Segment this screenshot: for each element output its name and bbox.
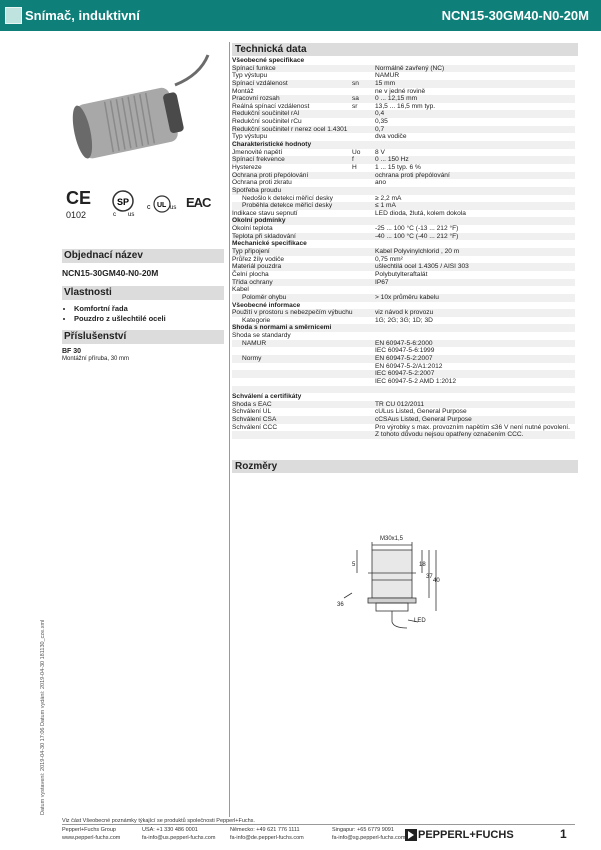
csa-us-icon: [110, 188, 136, 218]
tech-label: Typ připojení: [232, 248, 270, 256]
tech-row: [232, 355, 575, 363]
footer-de-phone: Německo: +49 621 776 1111: [230, 827, 300, 833]
feature-item: • Pouzdro z ušlechtilé oceli: [74, 314, 166, 324]
tech-row: [232, 347, 575, 355]
tech-row: [232, 233, 575, 241]
tech-value: -40 ... 100 °C (-40 ... 212 °F): [375, 232, 459, 240]
tech-row: [232, 210, 575, 218]
order-name: NCN15-30GM40-N0-20M: [62, 268, 159, 278]
tech-row: [232, 271, 575, 279]
tech-row: [232, 110, 575, 118]
tech-label: Indikace stavu sepnutí: [232, 209, 298, 217]
page-number: 1: [560, 827, 567, 841]
tech-group-header: [232, 217, 575, 225]
footer-website-link[interactable]: www.pepperl-fuchs.com: [62, 835, 121, 841]
tech-label: Mechanické specifikace: [232, 240, 307, 248]
tech-value: 1G; 2G; 3G; 1D; 3D: [375, 316, 433, 324]
tech-label: Čelní plocha: [232, 270, 269, 278]
ce-number: 0102: [66, 210, 87, 220]
tech-value: Kabel Polyvinylchlorid , 20 m: [375, 248, 460, 256]
tech-label: Třída ochrany: [232, 278, 273, 286]
column-divider: [229, 42, 230, 817]
led-label: LED: [414, 618, 426, 624]
tech-label: Schválení CSA: [232, 416, 277, 424]
tech-label: Proběhla detekce měřicí desky: [242, 202, 333, 210]
tech-row: [232, 149, 575, 157]
ul-listed-icon: [147, 192, 179, 216]
tech-value: IEC 60947-5-2 AMD 1:2012: [375, 377, 457, 385]
footer-usa-phone: USA: +1 330 486 0001: [142, 827, 198, 833]
tech-label: Všeobecné informace: [232, 301, 301, 309]
tech-value: EN 60947-5-2/A1:2012: [375, 362, 443, 370]
tech-group-header: [232, 393, 575, 401]
issue-date-vertical: Datum vystavení: 2019-04-30 17:06 Datum vydání: 2019-04-30 181130_cze.xml: [40, 619, 46, 815]
footer-company: Pepperl+Fuchs Group: [62, 827, 116, 833]
eac-mark-icon: EAC: [186, 195, 211, 210]
tech-label: Reálná spínací vzdálenost: [232, 102, 310, 110]
tech-value: cULus Listed, General Purpose: [375, 408, 467, 416]
tech-value: 15 mm: [375, 79, 396, 87]
tech-value: LED dioda, žlutá, kolem dokola: [375, 209, 466, 217]
tech-row: [232, 408, 575, 416]
tech-group-header: [232, 141, 575, 149]
footer-de-email[interactable]: fa-info@de.pepperl-fuchs.com: [230, 835, 304, 841]
tech-label: Shoda s EAC: [232, 400, 272, 408]
tech-row: [232, 103, 575, 111]
accessories-section-title: Příslušenství: [62, 330, 224, 344]
tech-row: [232, 80, 575, 88]
tech-row: [232, 72, 575, 80]
tech-value: 0,7: [375, 125, 385, 133]
tech-value: 0 ... 12,15 mm: [375, 95, 418, 103]
tech-label: Kabel: [232, 286, 249, 294]
tech-group-header: [232, 240, 575, 248]
tech-symbol: H: [352, 163, 357, 171]
tech-value: 0 ... 150 Hz: [375, 156, 409, 164]
tech-row: [232, 172, 575, 180]
svg-text:c: c: [147, 204, 151, 211]
accessory-desc: Montážní příruba, 30 mm: [62, 356, 130, 362]
tech-value: Z tohoto důvodu nejsou opatřeny označením CCC.: [375, 431, 524, 439]
tech-value: ≥ 2,2 mA: [375, 194, 402, 202]
pf-logo-icon: [405, 829, 417, 841]
tech-symbol: Uo: [352, 148, 361, 156]
tech-row: [232, 386, 575, 394]
tech-row: [232, 179, 575, 187]
tech-value: EN 60947-5-6:2000: [375, 339, 433, 347]
tech-row: [232, 317, 575, 325]
tech-value: ≤ 1 mA: [375, 202, 396, 210]
tech-row: [232, 164, 575, 172]
footer-sg-email[interactable]: fa-info@sg.pepperl-fuchs.com: [332, 835, 406, 841]
tech-section-title: Technická data: [232, 43, 578, 56]
tech-symbol: sr: [352, 102, 358, 110]
dim-36-label: 36: [337, 602, 344, 608]
footer-divider: [62, 824, 575, 825]
features-section-title: Vlastnosti: [62, 286, 224, 300]
tech-label: Typ výstupu: [232, 133, 268, 141]
tech-label: Montáž: [232, 87, 254, 95]
footer-sg-phone: Singapur: +65 6779 9091: [332, 827, 394, 833]
tech-row: [232, 248, 575, 256]
dim-40-label: 40: [433, 578, 440, 584]
tech-label: NAMUR: [242, 339, 267, 347]
tech-row: [232, 363, 575, 371]
tech-group-header: [232, 57, 575, 65]
pf-logo-text: PEPPERL+FUCHS: [418, 829, 514, 841]
order-section-title: Objednací název: [62, 249, 224, 263]
tech-value: IEC 60947-5-2:2007: [375, 370, 435, 378]
tech-label: Nedošlo k detekci měřicí desky: [242, 194, 333, 202]
tech-label: Ochrana proti zkratu: [232, 179, 292, 187]
tech-row: [232, 202, 575, 210]
tech-row: [232, 431, 575, 439]
accessory-name: BF 30: [62, 348, 82, 355]
tech-value: cCSAus Listed, General Purpose: [375, 416, 472, 424]
tech-row: [232, 187, 575, 195]
tech-label: Pracovní rozsah: [232, 95, 280, 103]
feature-item: • Komfortní řada: [74, 304, 166, 314]
tech-label: Normy: [242, 354, 262, 362]
dimension-drawing: [232, 470, 575, 630]
dim-37-label: 37: [426, 574, 433, 580]
tech-row: [232, 88, 575, 96]
tech-label: Jmenovité napětí: [232, 148, 283, 156]
svg-text:UL: UL: [157, 202, 167, 209]
tech-label: Teplota při skladování: [232, 232, 296, 240]
tech-label: Redukční součinitel r nerez ocel 1.4301: [232, 125, 348, 133]
tech-value: dva vodiče: [375, 133, 407, 141]
tech-value: ne v jedné rovině: [375, 87, 426, 95]
footer-usa-email[interactable]: fa-info@us.pepperl-fuchs.com: [142, 835, 216, 841]
tech-label: Spínací funkce: [232, 64, 276, 72]
ce-mark-icon: CE: [66, 188, 92, 208]
tech-label: Schválení CCC: [232, 423, 278, 431]
tech-label: Schválení a certifikáty: [232, 393, 302, 401]
tech-row: [232, 256, 575, 264]
tech-row: [232, 65, 575, 73]
tech-value: 0,4: [375, 110, 385, 118]
tech-label: Okolní teplota: [232, 225, 273, 233]
tech-label: Hystereze: [232, 163, 262, 171]
tech-value: IP67: [375, 278, 389, 286]
tech-label: Spínací vzdálenost: [232, 79, 288, 87]
tech-value: Normálně zavřený (NC): [375, 64, 445, 72]
svg-text:c: c: [113, 212, 116, 218]
tech-value: TR CU 012/2011: [375, 400, 424, 408]
svg-text:SP: SP: [117, 197, 130, 207]
tech-row: [232, 416, 575, 424]
dim-18-label: 18: [419, 562, 426, 568]
tech-label: Charakteristické hodnoty: [232, 141, 312, 149]
tech-symbol: f: [352, 156, 354, 164]
tech-value: EN 60947-5-2:2007: [375, 354, 433, 362]
tech-label: Redukční součinitel rAl: [232, 110, 300, 118]
product-code: NCN15-30GM40-N0-20M: [441, 8, 589, 23]
tech-value: -25 ... 100 °C (-13 ... 212 °F): [375, 225, 459, 233]
tech-label: Materiál pouzdra: [232, 263, 282, 271]
tech-label: Typ výstupu: [232, 72, 268, 80]
tech-row: [232, 370, 575, 378]
tech-value: 8 V: [375, 148, 385, 156]
tech-value: 13,5 ... 16,5 mm typ.: [375, 102, 436, 110]
tech-row: [232, 195, 575, 203]
dim-thread-label: M30x1,5: [380, 536, 404, 542]
tech-row: [232, 279, 575, 287]
header-square-icon: [5, 7, 22, 24]
tech-value: IEC 60947-5-6:1999: [375, 347, 435, 355]
tech-value: 0,75 mm²: [375, 255, 403, 263]
tech-row: [232, 126, 575, 134]
svg-text:us: us: [128, 212, 135, 218]
tech-row: [232, 309, 575, 317]
tech-label: Ochrana proti přepólování: [232, 171, 309, 179]
tech-symbol: sa: [352, 95, 359, 103]
tech-group-header: [232, 324, 575, 332]
footer-note: Viz část Všeobecné poznámky týkající se produktů společnosti Pepperl+Fuchs.: [62, 818, 255, 824]
tech-value: Pro výrobky s max. provozním napětím ≤36 V není nutné povolení.: [375, 423, 570, 431]
tech-row: [232, 263, 575, 271]
svg-text:us: us: [170, 205, 177, 211]
tech-label: Spínací frekvence: [232, 156, 285, 164]
dims-section-title: Rozměry: [232, 460, 578, 473]
tech-row: [232, 286, 575, 294]
dim-5-label: 5: [352, 562, 356, 568]
tech-value: 1 ... 15 typ. 6 %: [375, 163, 421, 171]
tech-value: NAMUR: [375, 72, 400, 80]
header-bar: [0, 0, 601, 31]
tech-symbol: sn: [352, 79, 359, 87]
tech-value: ochrana proti přepólování: [375, 171, 450, 179]
tech-label: Redukční součinitel rCu: [232, 118, 302, 126]
tech-row: [232, 332, 575, 340]
tech-row: [232, 340, 575, 348]
tech-row: [232, 378, 575, 386]
tech-label: Průřez žíly vodiče: [232, 255, 285, 263]
tech-row: [232, 133, 575, 141]
tech-label: Spotřeba proudu: [232, 186, 282, 194]
tech-row: [232, 294, 575, 302]
tech-value: 0,35: [375, 118, 388, 126]
tech-label: Schválení UL: [232, 408, 272, 416]
tech-label: Kategorie: [242, 316, 271, 324]
tech-row: [232, 95, 575, 103]
tech-value: ušlechtilá ocel 1.4305 / AISI 303: [375, 263, 469, 271]
tech-row: [232, 225, 575, 233]
tech-label: Okolní podmínky: [232, 217, 286, 225]
tech-label: Shoda s normami a směrnicemi: [232, 324, 332, 332]
tech-value: ano: [375, 179, 387, 187]
tech-value: > 10x průměru kabelu: [375, 293, 439, 301]
tech-label: Poloměr ohybu: [242, 293, 287, 301]
tech-row: [232, 118, 575, 126]
tech-label: Shoda se standardy: [232, 332, 291, 340]
tech-label: Použití v prostoru s nebezpečím výbuchu: [232, 309, 353, 317]
tech-group-header: [232, 302, 575, 310]
product-image: [70, 45, 220, 170]
page-title: Snímač, induktivní: [25, 8, 140, 23]
tech-value: Polybutylteraftalát: [375, 270, 428, 278]
tech-label: Všeobecné specifikace: [232, 57, 305, 64]
tech-data-table: [232, 57, 575, 439]
tech-row: [232, 156, 575, 164]
features-list: [62, 304, 166, 324]
tech-row: [232, 401, 575, 409]
tech-value: viz návod k provozu: [375, 309, 434, 317]
